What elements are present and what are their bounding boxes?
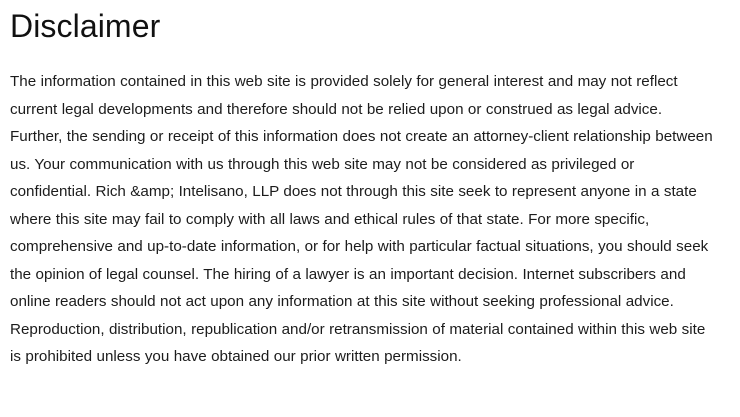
page-title: Disclaimer	[10, 8, 161, 44]
disclaimer-paragraph: The information contained in this web site is provided solely for general interest and may not reflect current legal developments and therefore should not be relied upon or construed as legal advice. Further, the sending or receipt of this information does not create an attorney-client relationship between us. Your communication with us through this web site may not be considered as privileged or confidential. Rich &amp; Intelisano, LLP does not through this site seek to represent anyone in a state where this site may fail to comply with all laws and ethical rules of that state. For more specific, comprehensive and up-to-date information, or for help with particular factual situations, you should seek the opinion of legal counsel. The hiring of a lawyer is an important decision. Internet subscribers and online readers should not act upon any information at this site without seeking professional advice. Reproduction, distribution, republication and/or retransmission of material contained within this web site is prohibited unless you have obtained our prior written permission.	[10, 73, 713, 365]
